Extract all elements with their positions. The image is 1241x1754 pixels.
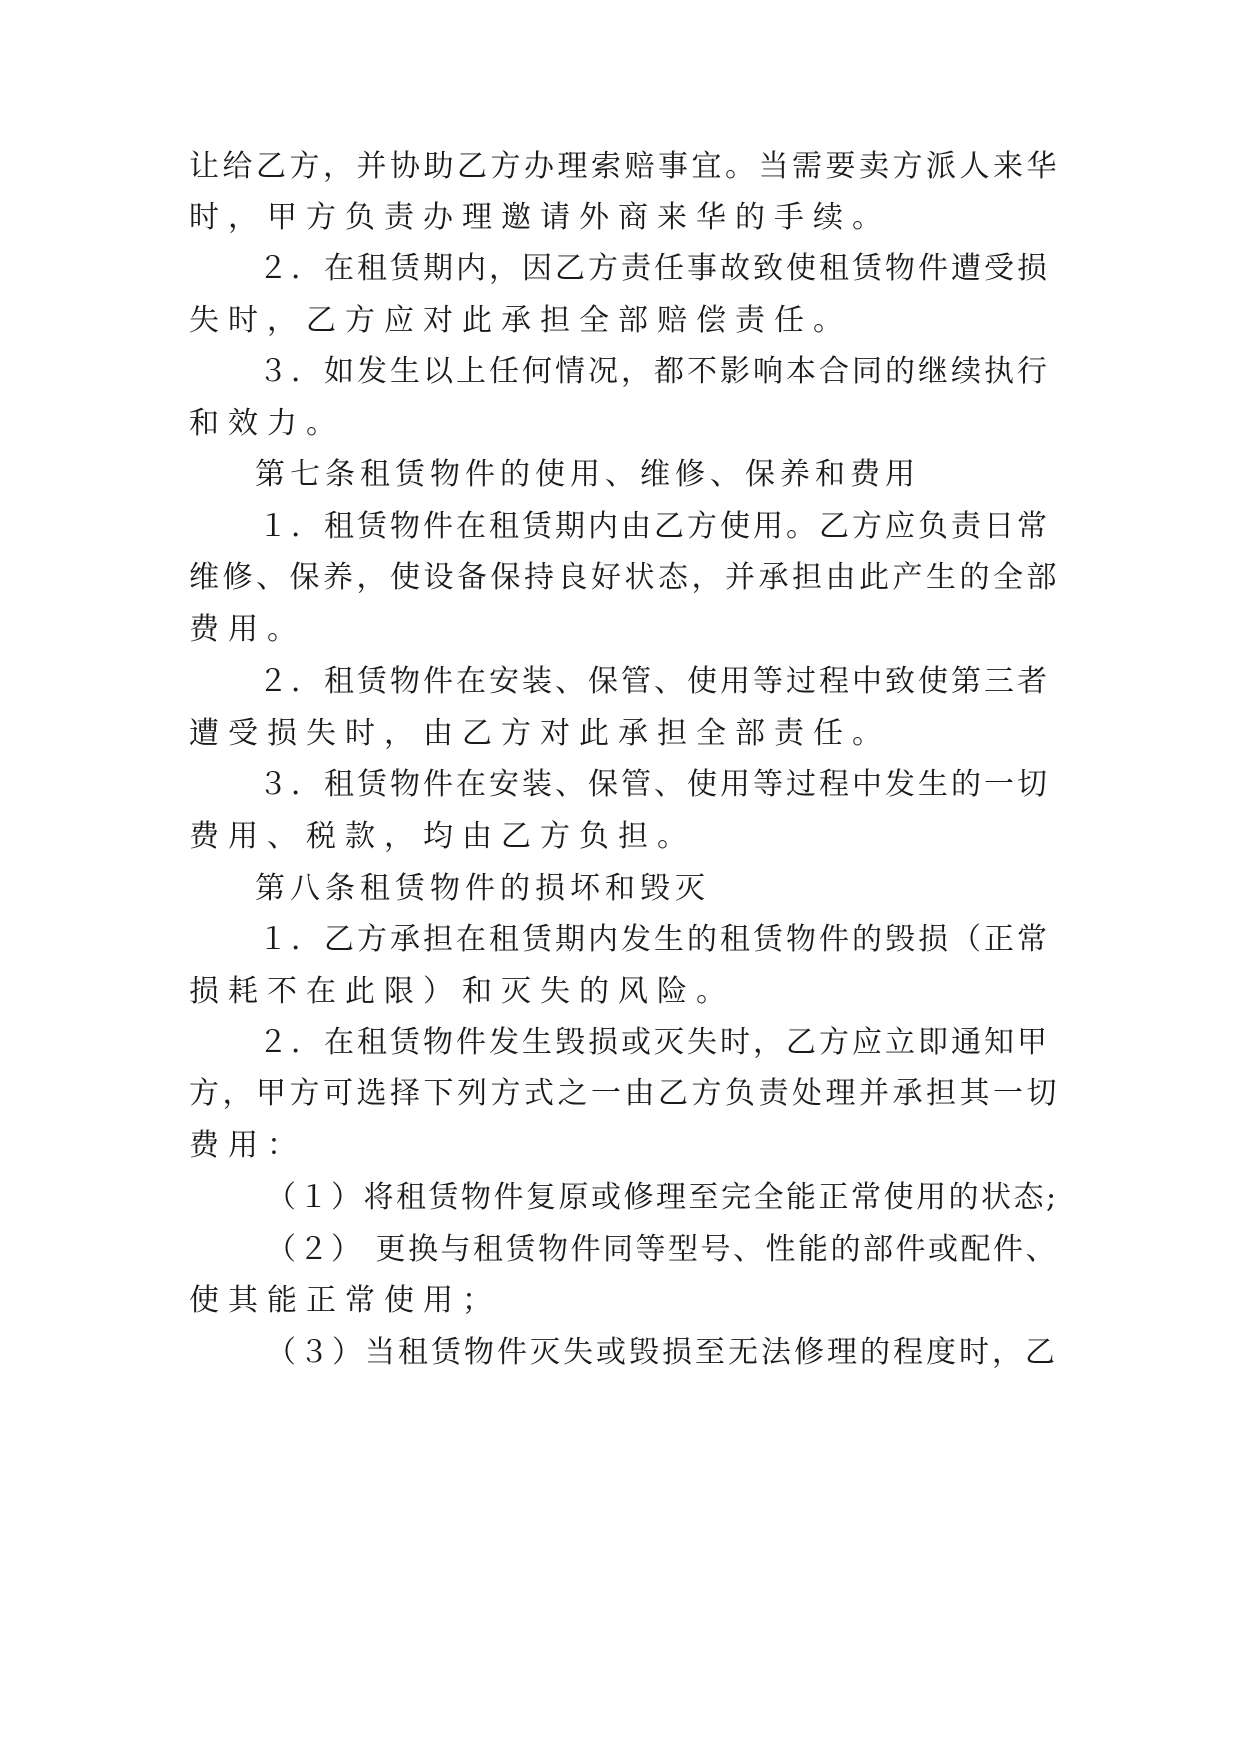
text-line: ２．在租赁物件发生毁损或灭失时，乙方应立即通知甲 <box>258 1025 1050 1060</box>
text-line: 让给乙方，并协助乙方办理索赔事宜。当需要卖方派人来华 <box>189 149 1060 184</box>
section-heading: 第八条租赁物件的损坏和毁灭 <box>255 871 710 906</box>
text-line: 费用、税款，均由乙方负担。 <box>189 819 696 854</box>
text-line: 方，甲方可选择下列方式之一由乙方负责处理并承担其一切 <box>189 1076 1060 1111</box>
text-line: 损耗不在此限）和灭失的风险。 <box>189 974 735 1009</box>
section-heading: 第七条租赁物件的使用、维修、保养和费用 <box>255 457 920 492</box>
text-line: １．租赁物件在租赁期内由乙方使用。乙方应负责日常 <box>258 509 1050 544</box>
text-line: 费用： <box>189 1128 306 1163</box>
text-line: ２．租赁物件在安装、保管、使用等过程中致使第三者 <box>258 664 1050 699</box>
text-line: 时，甲方负责办理邀请外商来华的手续。 <box>189 200 891 235</box>
text-line: 费用。 <box>189 612 306 647</box>
list-item-text: （２） 更换与租赁物件同等型号、性能的部件或配件、 <box>266 1232 1059 1267</box>
list-item-text: （１）将租赁物件复原或修理至完全能正常使用的状态; <box>266 1180 1059 1215</box>
text-line: ３．如发生以上任何情况，都不影响本合同的继续执行 <box>258 354 1050 389</box>
text-line: １．乙方承担在租赁期内发生的租赁物件的毁损（正常 <box>258 922 1050 957</box>
text-line: 失时，乙方应对此承担全部赔偿责任。 <box>189 303 852 338</box>
list-item-text: （３）当租赁物件灭失或毁损至无法修理的程度时，乙 <box>266 1335 1058 1370</box>
text-line: ２．在租赁期内，因乙方责任事故致使租赁物件遭受损 <box>258 251 1050 286</box>
text-line: 维修、保养，使设备保持良好状态，并承担由此产生的全部 <box>189 560 1060 595</box>
text-line: 使其能正常使用； <box>189 1283 501 1318</box>
text-line: ３．租赁物件在安装、保管、使用等过程中发生的一切 <box>258 767 1050 802</box>
text-line: 和效力。 <box>189 406 345 441</box>
text-line: 遭受损失时，由乙方对此承担全部责任。 <box>189 716 891 751</box>
